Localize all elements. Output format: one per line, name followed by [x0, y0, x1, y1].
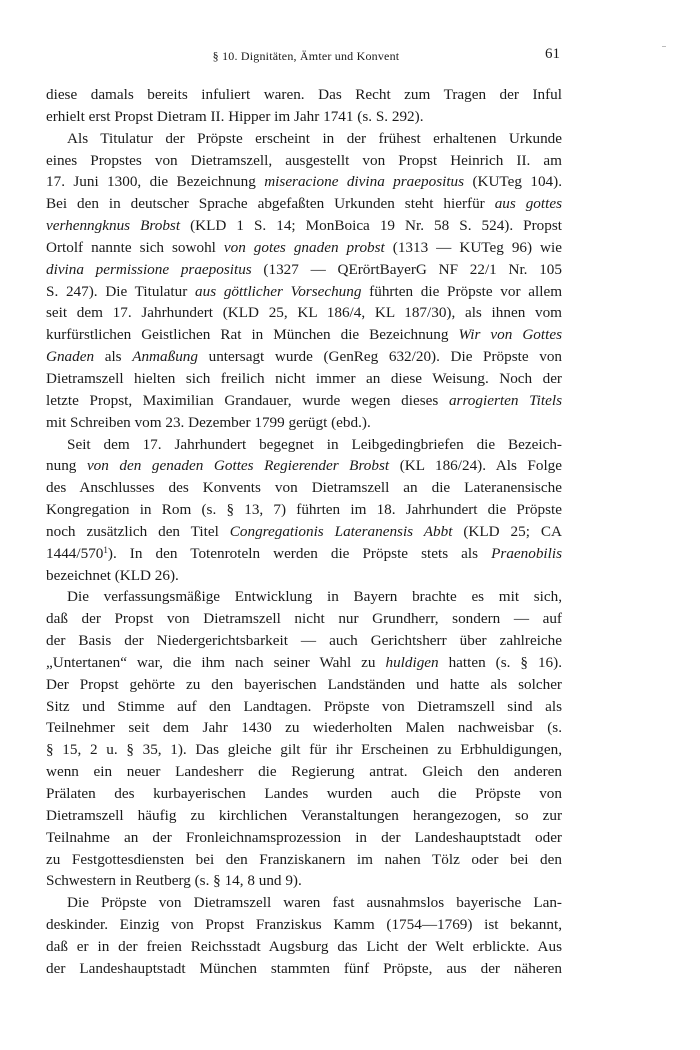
running-head: § 10. Dignitäten, Ämter und Konvent — [212, 49, 400, 63]
text-run: Als Titulatur der Pröpste erscheint in der frühest erhaltenen Urkunde — [67, 129, 562, 147]
text-line — [46, 106, 562, 128]
text-line — [46, 761, 562, 783]
text-line — [46, 805, 562, 827]
text-run: letzte Propst, Maximilian Grandauer, wurde wegen dieses — [46, 391, 449, 409]
text-run: zu Festgottesdiensten bei den Franziskanern im nahen Tölz oder bei den — [46, 850, 562, 868]
text-run: daß er in der freien Reichsstadt Augsburg das Licht der Welt erblickte. Aus — [46, 937, 562, 955]
text-run: (1313 — KUTeg 96) wie — [384, 238, 562, 256]
text-run: noch zusätzlich den Titel — [46, 522, 230, 540]
text-run: wenn ein neuer Landesherr die Regierung antrat. Gleich den anderen — [46, 763, 562, 781]
text-run: mit Schreiben vom 23. Dezember 1799 gerügt (ebd.). — [46, 413, 371, 431]
text-run: erhielt erst Propst Dietram II. Hipper im Jahr 1741 (s. S. 292). — [46, 107, 424, 125]
text-run: Schwestern in Reutberg (s. § 14, 8 und 9). — [46, 872, 302, 890]
text-run: Kongregation in Rom (s. § 13, 7) führten im 18. Jahrhundert die Pröpste — [46, 501, 562, 519]
text-line — [46, 936, 562, 958]
text-line — [46, 281, 562, 303]
text-line — [46, 455, 562, 477]
text-run: deskinder. Einzig von Propst Franziskus Kamm (1754—1769) ist bekannt, — [46, 916, 562, 934]
text-line — [46, 652, 562, 674]
text-line — [46, 499, 562, 521]
text-run: Bei den in deutscher Sprache abgefaßten Urkunden steht hierfür — [46, 195, 495, 213]
text-line — [46, 914, 562, 936]
italic-term: Congregationis Lateranensis Abbt — [229, 522, 453, 540]
text-run: der Landeshauptstadt München stammten fünf Pröpste, aus der näheren — [46, 959, 562, 977]
text-line — [46, 324, 562, 346]
text-line — [46, 565, 562, 587]
text-run: Dietramszell häufig zu kirchlichen Veranstaltungen herangezogen, so zur — [46, 806, 562, 824]
text-line — [46, 783, 562, 805]
text-line — [46, 674, 562, 696]
text-line — [46, 412, 562, 434]
text-line — [46, 302, 562, 324]
text-run: (KUTeg 104). — [464, 173, 563, 191]
text-line — [46, 237, 562, 259]
text-line — [46, 717, 562, 739]
italic-term: Anmaßung — [132, 348, 198, 366]
italic-term: divina permissione praepositus — [46, 260, 252, 278]
text-line — [46, 849, 562, 871]
text-run: bezeichnet (KLD 26). — [46, 566, 179, 584]
text-run: (KL 186/24). Als Folge — [389, 457, 563, 475]
text-line — [46, 193, 562, 215]
text-run: eines Propstes von Dietramszell, ausgestellt von Propst Heinrich II. am — [46, 151, 562, 169]
text-line — [46, 739, 562, 761]
text-run: Sitz und Stimme auf den Landtagen. Pröpste von Dietramszell sind als — [46, 697, 562, 715]
text-run: § 15, 2 u. § 35, 1). Das gleiche gilt für ihr Erscheinen zu Erbhuldigungen, — [46, 741, 562, 759]
text-line — [46, 346, 562, 368]
text-run: hatten (s. § 16). — [438, 653, 562, 671]
text-line — [46, 259, 562, 281]
text-run: als — [94, 348, 133, 366]
page-number: 61 — [545, 46, 560, 62]
text-run: (KLD 25; CA — [452, 522, 562, 540]
body-text — [46, 84, 562, 980]
footnote-marker: 1 — [103, 544, 108, 555]
text-run: (KLD 1 S. 14; MonBoica 19 Nr. 58 S. 524). Propst — [180, 217, 562, 235]
text-run: 1444/570 — [46, 544, 104, 562]
text-line — [46, 827, 562, 849]
text-line — [46, 171, 562, 193]
text-run: kurfürstlichen Geistlichen Rat in München die Bezeichnung — [46, 326, 459, 344]
text-line — [46, 696, 562, 718]
italic-term: miseracione divina praepositus — [264, 173, 465, 191]
italic-term: Wir von Gottes — [458, 326, 562, 344]
text-run: seit dem 17. Jahrhundert (KLD 25, KL 186/4, KL 187/30), als ihnen vom — [46, 304, 562, 322]
text-run: nung — [46, 457, 87, 475]
italic-term: verhenngknus Brobst — [46, 217, 181, 235]
text-run: daß der Propst von Dietramszell nicht nur Grundherr, sondern — auf — [46, 610, 562, 628]
italic-term: aus göttlicher Vorsechung — [195, 282, 362, 300]
text-run: Seit dem 17. Jahrhundert begegnet in Leibgedingbriefen die Bezeich- — [67, 435, 562, 453]
text-line — [46, 521, 562, 543]
text-run: (1327 — QErörtBayerG NF 22/1 Nr. 105 — [251, 260, 562, 278]
text-run: Die verfassungsmäßige Entwicklung in Bayern brachte es mit sich, — [67, 588, 562, 606]
text-run: Die Pröpste von Dietramszell waren fast ausnahmslos bayerische Lan- — [67, 894, 562, 912]
text-line — [46, 543, 562, 565]
text-line — [46, 870, 562, 892]
text-run: ). In den Totenroteln werden die Pröpste stets als — [107, 544, 492, 562]
text-line — [46, 434, 562, 456]
text-line — [46, 368, 562, 390]
text-line — [46, 390, 562, 412]
italic-term: von gotes gnaden probst — [223, 238, 385, 256]
edge-mark — [662, 46, 666, 47]
italic-term: von den genaden Gottes Regierender Brobst — [86, 457, 390, 475]
italic-term: Praenobilis — [491, 544, 562, 562]
text-run: Ortolf nannte sich sowohl — [46, 238, 224, 256]
text-line — [46, 128, 562, 150]
text-run: 17. Juni 1300, die Bezeichnung — [46, 173, 265, 191]
text-run: „Untertanen“ war, die ihm nach seiner Wahl zu — [46, 653, 386, 671]
text-run: Prälaten des kurbayerischen Landes wurden auch die Pröpste von — [46, 785, 562, 802]
text-line — [46, 84, 562, 106]
italic-term: huldigen — [385, 653, 439, 671]
text-run: der Basis der Niedergerichtsbarkeit — auch Gerichtsherr über zahlreiche — [46, 632, 562, 650]
text-run: des Anschlusses des Konvents von Dietramszell an die Lateranensische — [46, 479, 562, 497]
text-run: diese damals bereits infuliert waren. Das Recht zum Tragen der Inful — [46, 86, 562, 103]
text-run: führten die Pröpste vor allem — [361, 282, 563, 300]
italic-term: Gnaden — [46, 348, 95, 366]
text-line — [46, 630, 562, 652]
text-line — [46, 608, 562, 630]
text-run: Teilnehmer seit dem Jahr 1430 zu wiederholten Malen nachweisbar (s. — [46, 719, 562, 737]
text-run: untersagt wurde (GenReg 632/20). Die Pröpste von — [198, 348, 563, 366]
text-line — [46, 958, 562, 980]
text-line — [46, 215, 562, 237]
text-line — [46, 586, 562, 608]
italic-term: aus gottes — [494, 195, 562, 213]
text-line — [46, 150, 562, 172]
italic-term: arrogierten Titels — [448, 391, 562, 409]
text-line — [46, 892, 562, 914]
text-line — [46, 477, 562, 499]
text-run: Der Propst gehörte zu den bayerischen Landständen und hatte als solcher — [46, 675, 562, 693]
text-run: Teilnahme an der Fronleichnamsprozession in der Landeshauptstadt oder — [46, 828, 562, 846]
text-run: S. 247). Die Titulatur — [46, 282, 196, 300]
text-run: Dietramszell hielten sich freilich nicht immer an diese Weisung. Noch der — [46, 369, 562, 387]
